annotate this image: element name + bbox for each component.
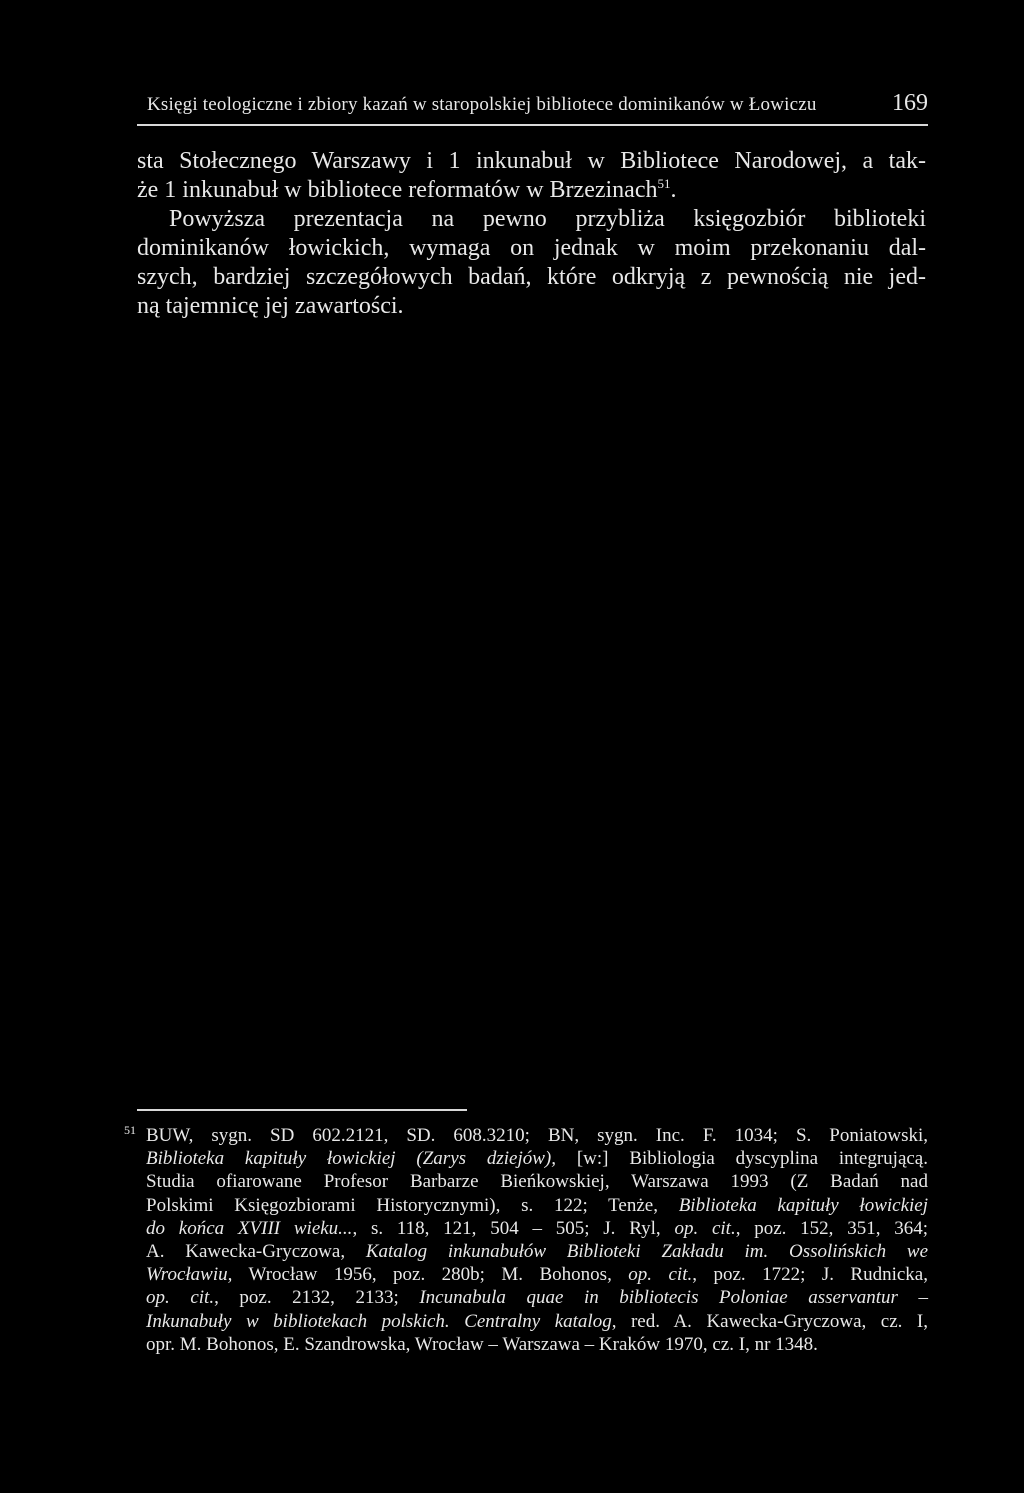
footnote-line: [124, 1124, 928, 1147]
page-header: [137, 92, 928, 126]
body-line: Powyższa prezentacja na pewno przybliża księgozbiór biblioteki: [169, 206, 926, 232]
footnote-text: , s. 118, 121, 504 – 505; J. Ryl,: [352, 1217, 661, 1239]
footnote-line: [124, 1147, 928, 1170]
footnote-line: [124, 1217, 928, 1240]
footnote: [124, 1124, 928, 1356]
footnote-text: , poz. 2132, 2133;: [214, 1287, 399, 1309]
footnote-separator: [137, 1109, 467, 1111]
footnote-title: op. cit.: [628, 1264, 693, 1286]
footnote-line: [124, 1263, 928, 1286]
footnote-text: Wrocław 1956, poz. 280b; M. Bohonos,: [248, 1264, 612, 1286]
footnote-title: Wrocławiu,: [146, 1264, 233, 1286]
footnote-text: , poz. 152, 351, 364;: [735, 1217, 928, 1239]
footnote-text: BUW, sygn. SD 602.2121, SD. 608.3210; BN, sygn. Inc. F. 1034; S. Poniatowski,: [146, 1125, 928, 1146]
footnote-title: Incunabula quae in bibliotecis Poloniae asservantur –: [419, 1287, 929, 1309]
body-line: szych, bardziej szczegółowych badań, które odkryją z pewnością nie jed-: [137, 264, 926, 290]
body-line-text: że 1 inkunabuł w bibliotece reformatów w Brzezinach: [137, 177, 658, 203]
page-number: 169: [892, 90, 928, 116]
footnote-line: [124, 1310, 928, 1333]
footnote-text: Polskimi Księgozbiorami Historycznymi), s. 122; Tenże,: [146, 1194, 658, 1216]
footnote-title: Biblioteka kapituły łowickiej (Zarys dziejów),: [146, 1148, 556, 1170]
running-head: Księgi teologiczne i zbiory kazań w staropolskiej bibliotece dominikanów w Łowiczu: [147, 94, 817, 115]
body-line: ną tajemnicę jej zawartości.: [137, 293, 404, 319]
footnote-title: op. cit.: [146, 1287, 215, 1309]
footnote-number: 51: [124, 1122, 136, 1137]
footnote-reference: 51: [657, 176, 671, 191]
footnote-line: [124, 1286, 928, 1309]
footnote-text: , poz. 1722; J. Rudnicka,: [692, 1264, 928, 1286]
footnote-line: [124, 1194, 928, 1217]
footnote-line: Studia ofiarowane Profesor Barbarze Bieńkowskiej, Warszawa 1993 (Z Badań nad: [146, 1171, 928, 1193]
body-paragraph: [137, 147, 926, 321]
body-line: sta Stołecznego Warszawy i 1 inkunabuł w Bibliotece Narodowej, a tak-: [137, 148, 926, 174]
footnote-text: , red. A. Kawecka-Gryczowa, cz. I,: [611, 1310, 928, 1332]
footnote-line: [124, 1240, 928, 1263]
footnote-title: Inkunabuły w bibliotekach polskich. Centralny katalog: [146, 1310, 612, 1332]
footnote-title: do końca XVIII wieku...: [146, 1217, 353, 1239]
footnote-text: [w:] Bibliologia dyscyplina integrującą.: [576, 1148, 928, 1170]
footnote-text: A. Kawecka-Gryczowa,: [146, 1241, 346, 1263]
footnote-title: Biblioteka kapituły łowickiej: [678, 1194, 929, 1216]
footnote-line: opr. M. Bohonos, E. Szandrowska, Wrocław – Warszawa – Kraków 1970, cz. I, nr 1348.: [146, 1333, 818, 1355]
body-line: dominikanów łowickich, wymaga on jednak w moim przekonaniu dal-: [137, 235, 926, 261]
body-line: że 1 inkunabuł w bibliotece reformatów w Brzezinach$^{51}$.: [137, 176, 677, 203]
footnote-title: op. cit.: [674, 1217, 736, 1239]
footnote-title: Katalog inkunabułów Biblioteki Zakładu im. Ossolińskich we: [365, 1241, 929, 1263]
